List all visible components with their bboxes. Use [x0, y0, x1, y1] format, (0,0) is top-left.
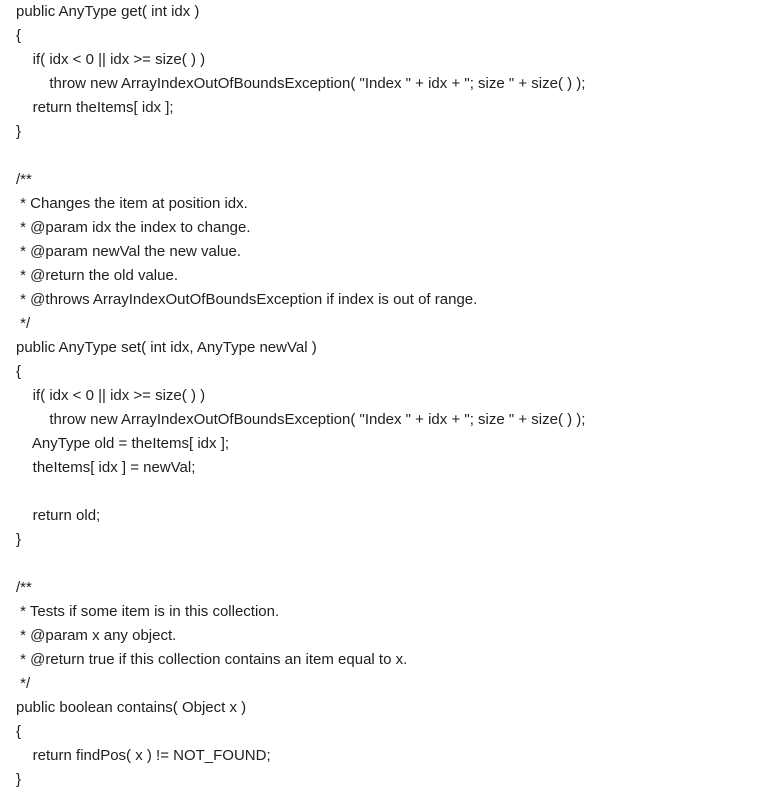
code-line: throw new ArrayIndexOutOfBoundsException( "Index " + idx + "; size " + size( ) ); — [16, 411, 586, 428]
code-line: * @return the old value. — [16, 267, 178, 284]
code-line: /** — [16, 171, 32, 188]
code-line — [16, 552, 585, 576]
code-line: if( idx < 0 || idx >= size( ) ) — [16, 387, 206, 404]
code-line: * Tests if some item is in this collection. — [16, 603, 280, 620]
code-line: */ — [16, 675, 31, 692]
code-line: /** — [16, 579, 32, 596]
code-line: theItems[ idx ] = newVal; — [16, 459, 196, 476]
code-line: { — [16, 723, 22, 740]
code-line — [16, 144, 585, 168]
code-line: } — [16, 771, 22, 788]
code-line: throw new ArrayIndexOutOfBoundsException( "Index " + idx + "; size " + size( ) ); — [16, 75, 586, 92]
code-line: if( idx < 0 || idx >= size( ) ) — [16, 51, 206, 68]
code-line: * Changes the item at position idx. — [16, 195, 248, 212]
code-line: * @param idx the index to change. — [16, 219, 251, 236]
code-listing — [16, 0, 585, 792]
code-line: * @throws ArrayIndexOutOfBoundsException if index is out of range. — [16, 291, 478, 308]
code-line: * @param x any object. — [16, 627, 177, 644]
code-line: { — [16, 363, 22, 380]
code-line: return old; — [16, 507, 101, 524]
code-line: public AnyType get( int idx ) — [16, 3, 200, 20]
code-line: AnyType old = theItems[ idx ]; — [16, 435, 230, 452]
code-line: * @return true if this collection contains an item equal to x. — [16, 651, 408, 668]
code-line: return findPos( x ) != NOT_FOUND; — [16, 747, 271, 764]
code-line: * @param newVal the new value. — [16, 243, 242, 260]
code-line: */ — [16, 315, 31, 332]
code-line: } — [16, 123, 22, 140]
code-line: return theItems[ idx ]; — [16, 99, 174, 116]
code-line: public boolean contains( Object x ) — [16, 699, 247, 716]
code-line: public AnyType set( int idx, AnyType newVal ) — [16, 339, 317, 356]
code-line — [16, 480, 585, 504]
code-line: { — [16, 27, 22, 44]
code-line: } — [16, 531, 22, 548]
